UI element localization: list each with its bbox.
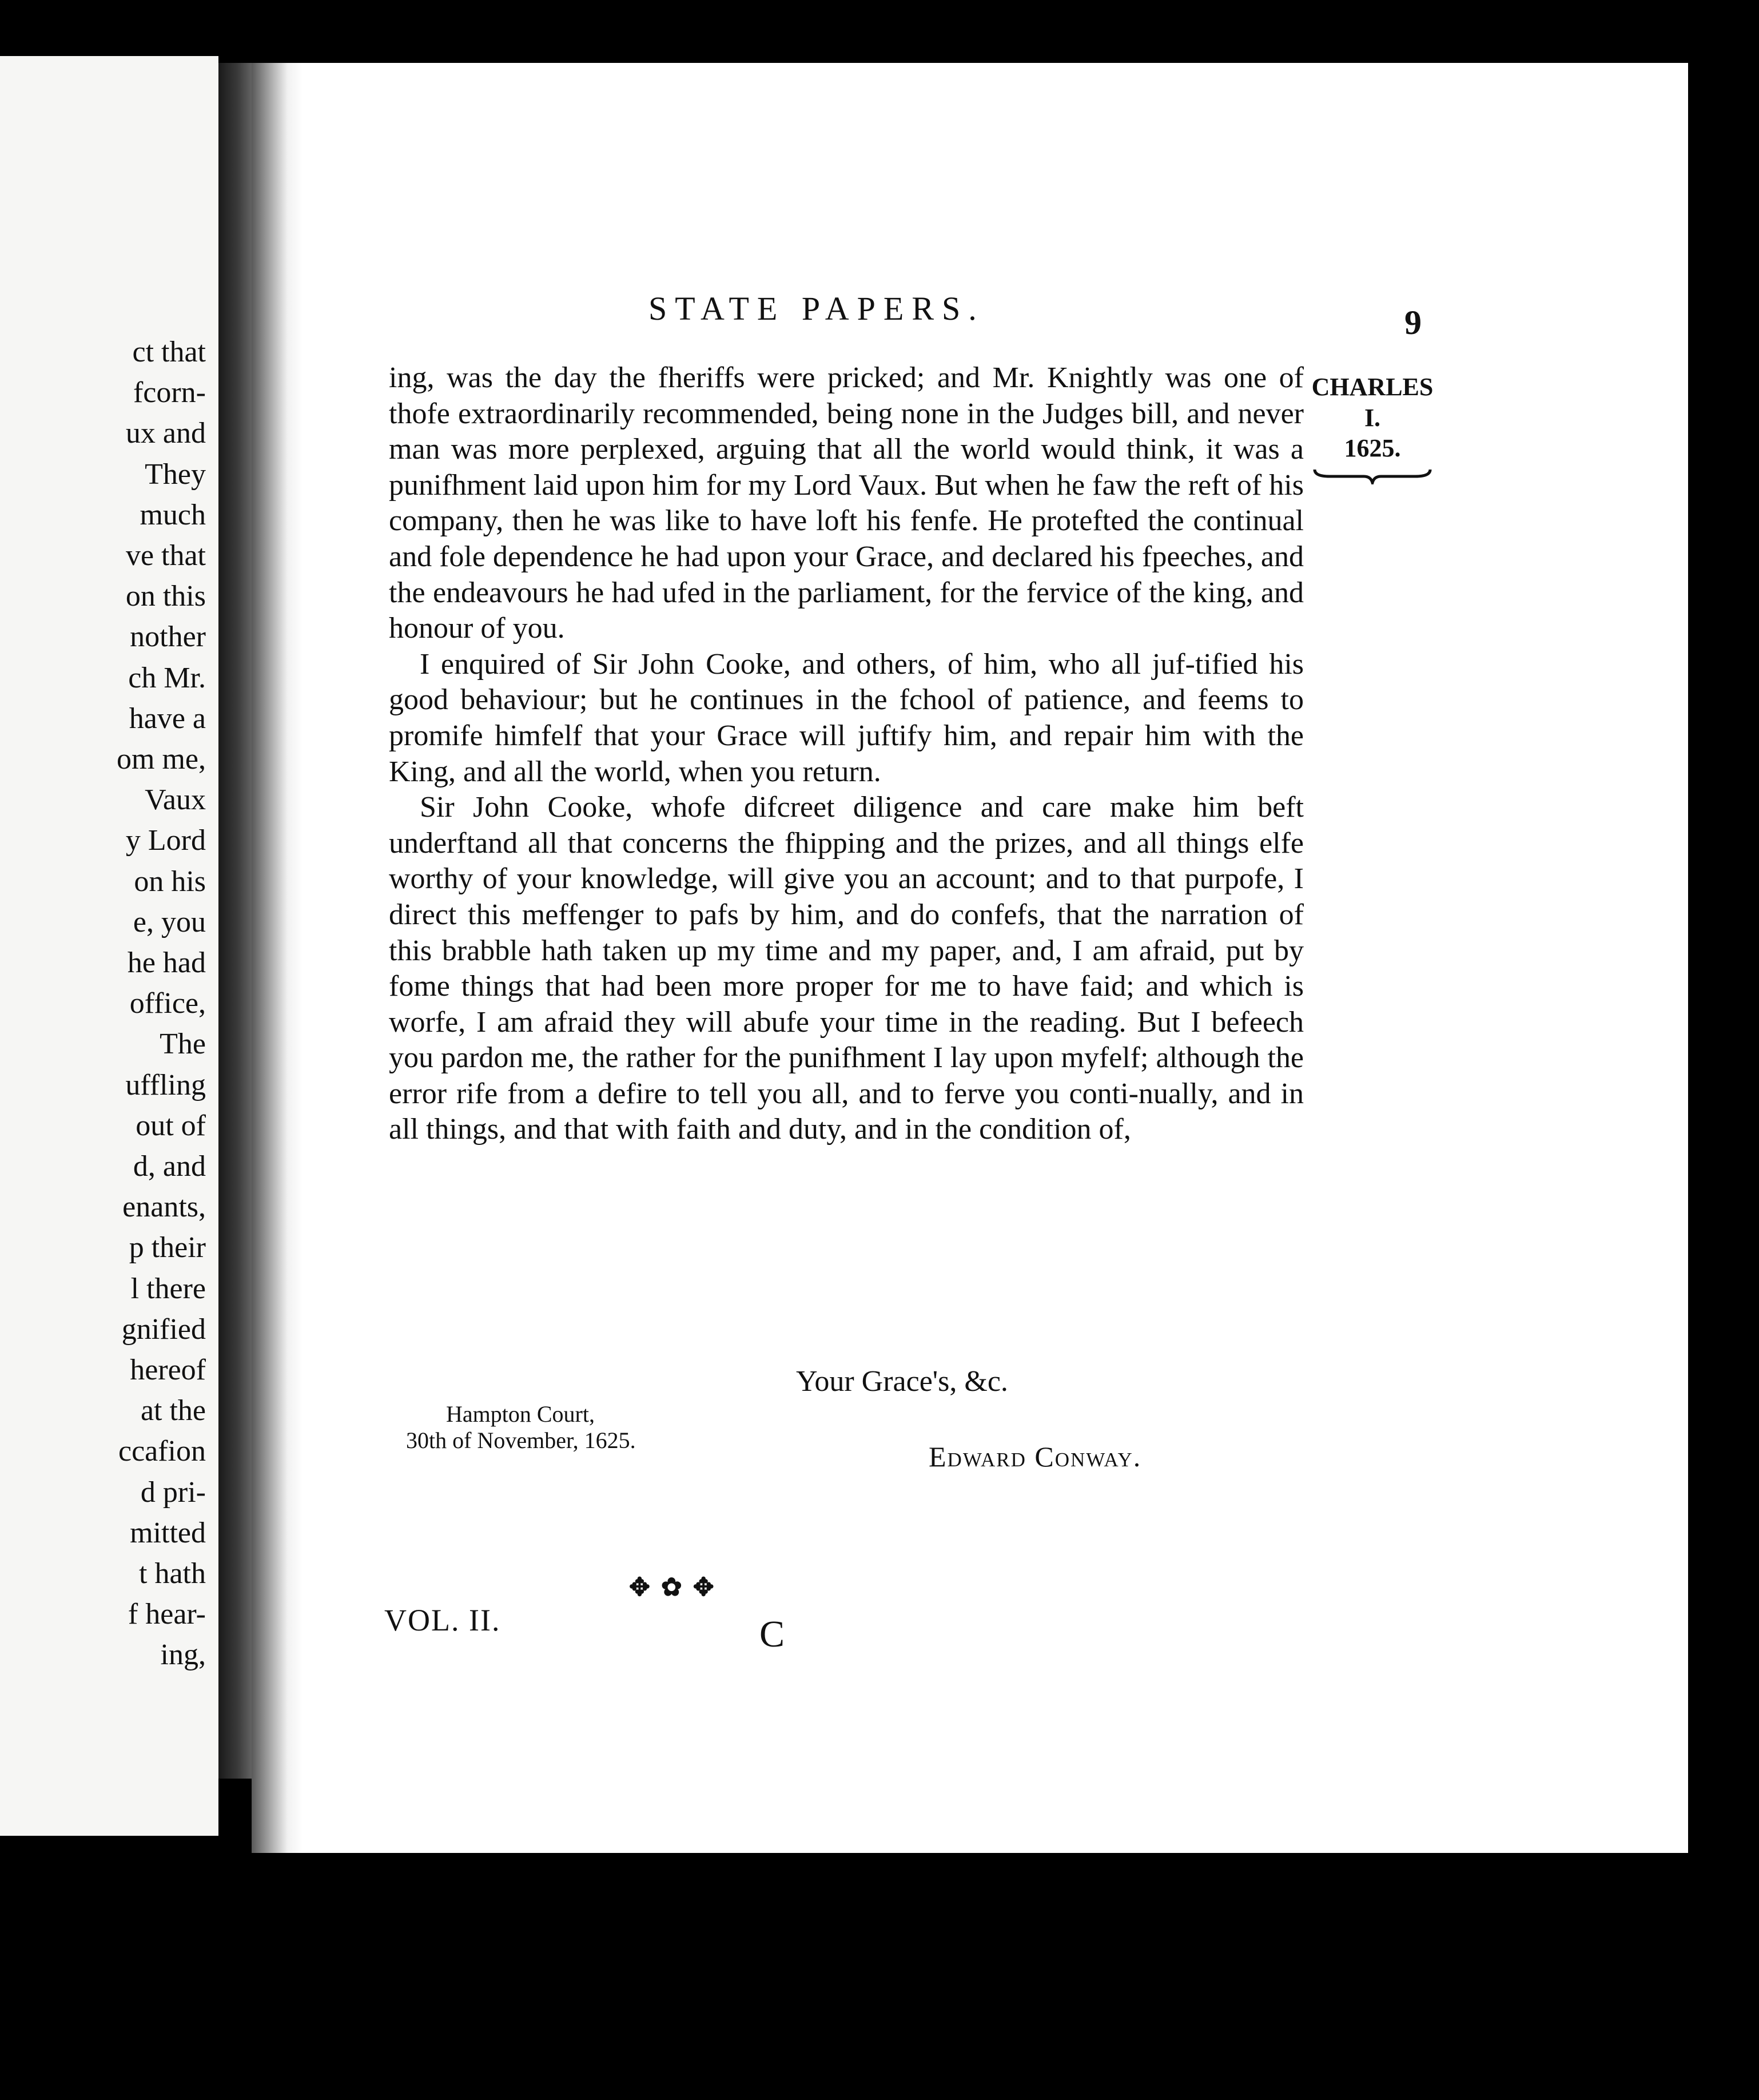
printer-ornament-icon: ✥ ✿ ✥ (629, 1573, 717, 1601)
facing-page-line: he had (127, 946, 206, 979)
letter-date: 30th of November, 1625. (406, 1427, 636, 1453)
margin-note-numeral: I. (1364, 403, 1381, 432)
facing-page-line: d, and (133, 1150, 206, 1183)
facing-page-line: Vaux (145, 783, 206, 817)
closing-salutation: Your Grace's, &c. (796, 1365, 1008, 1398)
facing-page-line: office, (129, 987, 206, 1020)
facing-page-line: The (160, 1028, 206, 1061)
facing-page-line: t hath (139, 1557, 206, 1590)
facing-page-line: on his (134, 865, 206, 898)
facing-page-line: mitted (130, 1516, 206, 1549)
signature-mark: C (759, 1613, 785, 1655)
facing-page-line: ch Mr. (128, 661, 206, 694)
facing-page-line: nother (130, 621, 206, 654)
facing-page-line: at the (140, 1394, 206, 1427)
facing-page-line: ct that (132, 336, 206, 368)
page-number: 9 (1404, 304, 1422, 341)
facing-page-line: have a (129, 702, 206, 735)
page-edge-shadow (252, 63, 303, 1853)
facing-page-line: l there (130, 1272, 206, 1305)
facing-page-line: on this (125, 580, 206, 613)
facing-page-line: fcorn- (133, 376, 206, 409)
place-and-date (406, 1401, 636, 1454)
body-paragraph: ing, was the day the fheriffs were pricked; and Mr. Knightly was one of thofe extraordinarily recommended, being none in the Judges bill, and never man was more perplexed, arguing that all the world would think, it was a punifhment laid upon him for my Lord Vaux. But when he faw the reft of his company, then he was like to have loft his fenfe. He protefted the continual and fole dependence he had upon your Grace, and declared his fpeeches, and the endeavours he had ufed in the parliament, for the fervice of the king, and honour of you. (389, 361, 1304, 645)
main-page (252, 63, 1688, 1853)
signature: Edward Conway. (929, 1441, 1142, 1473)
margin-note-year: 1625. (1344, 434, 1401, 463)
facing-page-line: enants, (122, 1191, 206, 1224)
facing-page-line: much (140, 498, 206, 531)
facing-page-line: om me, (117, 743, 206, 775)
facing-page-line: ccafion (118, 1435, 206, 1468)
facing-page-line: p their (129, 1231, 206, 1264)
letter-place: Hampton Court, (446, 1401, 595, 1427)
facing-page-line: d pri- (140, 1475, 206, 1509)
facing-page-line: gnified (121, 1312, 206, 1346)
body-paragraph: I enquired of Sir John Cooke, and others, of him, who all juf-tified his good behaviour; but he continues in the fchool of patience, and feems to promife himfelf that your Grace will juftify him, and repair him with the King, and all the world, when you return. (389, 647, 1304, 788)
facing-page-line: ve that (125, 539, 206, 572)
margin-note (1304, 372, 1441, 484)
facing-page-line: ing, (160, 1638, 206, 1672)
facing-page-line: ux and (125, 417, 206, 450)
facing-page-line: uffling (125, 1068, 206, 1101)
running-head: STATE PAPERS. (648, 290, 985, 327)
facing-page-fragment (0, 56, 218, 1836)
facing-page-line: They (145, 458, 206, 491)
facing-page-line: f hear- (128, 1598, 206, 1631)
facing-page-line: out of (136, 1109, 206, 1142)
volume-number: VOL. II. (384, 1603, 501, 1637)
body-paragraph: Sir John Cooke, whofe difcreet diligence and care make him beft underftand all that concerns the fhipping and the prizes, and all things elfe worthy of your knowledge, will give you an account; and to that purpofe, I direct this meffenger to pafs by him, and do confefs, that the narration of this brabble hath taken up my time and my paper, and, I am afraid, put by fome things that had been more proper for me to have faid; and which is worfe, I am afraid they will abufe your time in the reading. But I befeech you pardon me, the rather for the punifhment I lay upon myfelf; although the error rife from a defire to tell you all, and to ferve you conti-nually, and in all things, and that with faith and duty, and in the condition of, (389, 791, 1304, 1146)
facing-page-line: y Lord (125, 824, 206, 857)
facing-page-line: hereof (130, 1354, 206, 1386)
margin-brace-icon (1312, 467, 1432, 484)
margin-note-reign: CHARLES (1311, 373, 1434, 401)
letter-body (389, 360, 1304, 1148)
facing-page-line: e, you (133, 905, 206, 938)
